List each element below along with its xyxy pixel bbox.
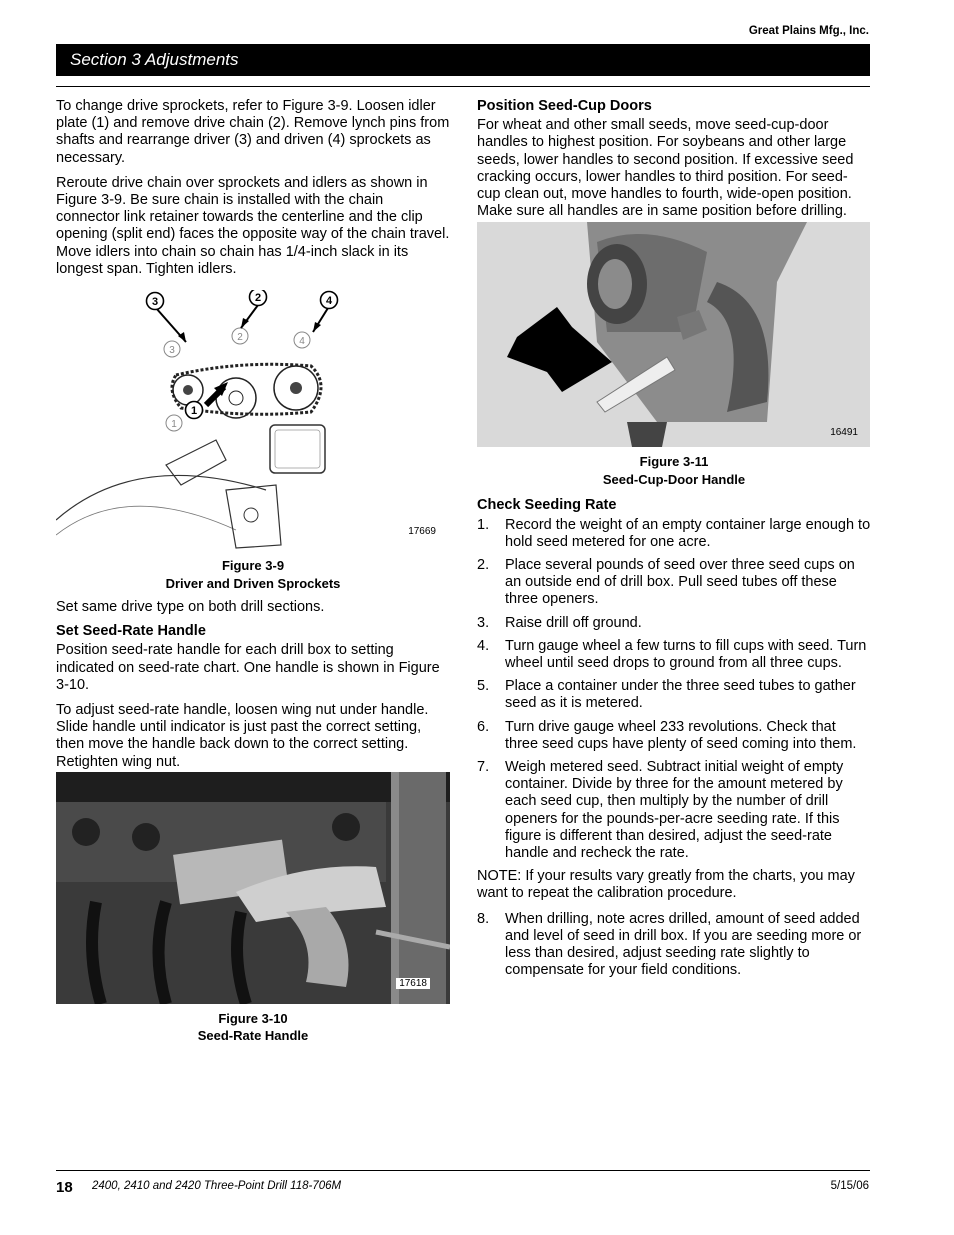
footer-rule [56, 1170, 870, 1171]
svg-text:4: 4 [325, 295, 333, 308]
list-item: 3. Raise drill off ground. [477, 614, 642, 631]
paragraph-reroute-chain: Reroute drive chain over sprockets and idlers as shown in Figure 3-9. Be sure chain is installed with the chain connector link retainer towards the centerline and the clip opening (split end) faces the opposite way of the chain travel. Move idlers into chain so chain has 1/4-inch slack in its longest span. Tighten idlers. [56, 174, 450, 277]
list-item: 6. Turn drive gauge wheel 233 revolutions. Check that three seed cups have plenty of seed coming into them. [477, 718, 857, 752]
figure-3-11-photo [477, 222, 870, 447]
figure-3-9-drawing [56, 290, 450, 552]
calibration-steps [477, 517, 871, 863]
figure-caption-number: Figure 3-11 [639, 454, 709, 470]
list-item: 1. Record the weight of an empty container large enough to hold seed metered for one acre. [477, 516, 871, 550]
svg-text:2: 2 [237, 332, 243, 344]
list-item: 2. Place several pounds of seed over three seed cups on an outside end of drill box. Pull seed tubes off these three openers. [477, 557, 855, 608]
header-rule [56, 86, 870, 87]
company-name: Great Plains Mfg., Inc. [748, 25, 869, 37]
figure-number: 17669 [408, 526, 436, 538]
left-column [56, 98, 450, 1045]
heading-seed-cup-doors: Position Seed-Cup Doors [477, 98, 652, 114]
calibration-steps-continued [477, 911, 871, 980]
svg-text:1: 1 [171, 419, 177, 431]
callout-1 [186, 402, 203, 419]
list-item: 4. Turn gauge wheel a few turns to fill cups with seed. Turn wheel until seed drops to ground from all three cups. [477, 637, 867, 672]
seed-cup-photo [477, 222, 870, 447]
heading-set-seed-rate: Set Seed-Rate Handle [56, 623, 206, 640]
svg-text:3: 3 [151, 296, 159, 309]
heading-check-seeding-rate: Check Seeding Rate [477, 497, 617, 514]
idler-sprocket [216, 378, 256, 418]
callout-2 [250, 290, 267, 306]
section-title: Section 3 Adjustments [70, 50, 239, 69]
list-item: 8. When drilling, note acres drilled, amount of seed added and level of seed in drill box. If you are seeding more or less than desired, adjust seeding rate slightly to compensate for your field conditions. [477, 910, 862, 979]
figure-number: 17618 [396, 978, 430, 989]
callout-3 [147, 293, 164, 310]
section-header-bar [56, 44, 870, 76]
list-item: 7. Weigh metered seed. Subtract initial weight of empty container. Divide by three for the amount metered by each seed cup, then multiply by the number of drill openers for the pounds-per-acre seeding rate. If this figure is different than desired, adjust the seed-rate handle and recheck the rate. [477, 759, 844, 862]
footer-date: 5/15/06 [830, 1180, 869, 1192]
figure-caption-title: Seed-Rate Handle [197, 1028, 309, 1044]
figure-number: 16491 [830, 427, 858, 439]
svg-text:4: 4 [299, 336, 305, 348]
figure-3-10-photo [56, 772, 450, 1004]
figure-caption-title: Seed-Cup-Door Handle [602, 471, 746, 487]
figure-caption-title: Driver and Driven Sprockets [165, 575, 341, 591]
page-number: 18 [56, 1179, 73, 1196]
right-column [477, 98, 871, 986]
seed-rate-photo [56, 772, 450, 1004]
paragraph-adjust-handle: To adjust seed-rate handle, loosen wing nut under handle. Slide handle until indicator is just past the correct setting, then move the handle back down to the correct setting. Retighten wing nut. [56, 702, 429, 770]
svg-text:2: 2 [254, 292, 262, 305]
figure-caption-number: Figure 3-10 [218, 1010, 288, 1026]
paragraph-same-drive: Set same drive type on both drill sections. [56, 599, 325, 616]
note-paragraph: NOTE: If your results vary greatly from the charts, you may want to repeat the calibration procedure. [477, 868, 855, 902]
paragraph-seed-cup-doors: For wheat and other small seeds, move seed-cup-door handles to highest position. For soybeans and other large seeds, lower handles to second position. If excessive seed cracking occurs, lower handles to third position. For seed-cup clean out, move handles to fourth, wide-open position. Make sure all handles are in same position before drilling. [477, 117, 854, 220]
callout-4 [321, 292, 338, 309]
paragraph-change-sprockets: To change drive sprockets, refer to Figure 3-9. Loosen idler plate (1) and remove drive chain (2). Remove lynch pins from shafts and rearrange driver (3) and driven (4) sprockets as necessary. [56, 98, 450, 166]
svg-text:3: 3 [169, 345, 175, 357]
paragraph-position-handle: Position seed-rate handle for each drill box to setting indicated on seed-rate chart. One handle is shown in Figure 3-10. [56, 642, 440, 693]
svg-text:1: 1 [190, 405, 198, 418]
sprocket-diagram [56, 290, 450, 552]
list-item: 5. Place a container under the three seed tubes to gather seed as it is metered. [477, 678, 856, 712]
footer-document-title: 2400, 2410 and 2420 Three-Point Drill 118-706M [92, 1180, 342, 1192]
figure-caption-number: Figure 3-9 [221, 558, 285, 574]
